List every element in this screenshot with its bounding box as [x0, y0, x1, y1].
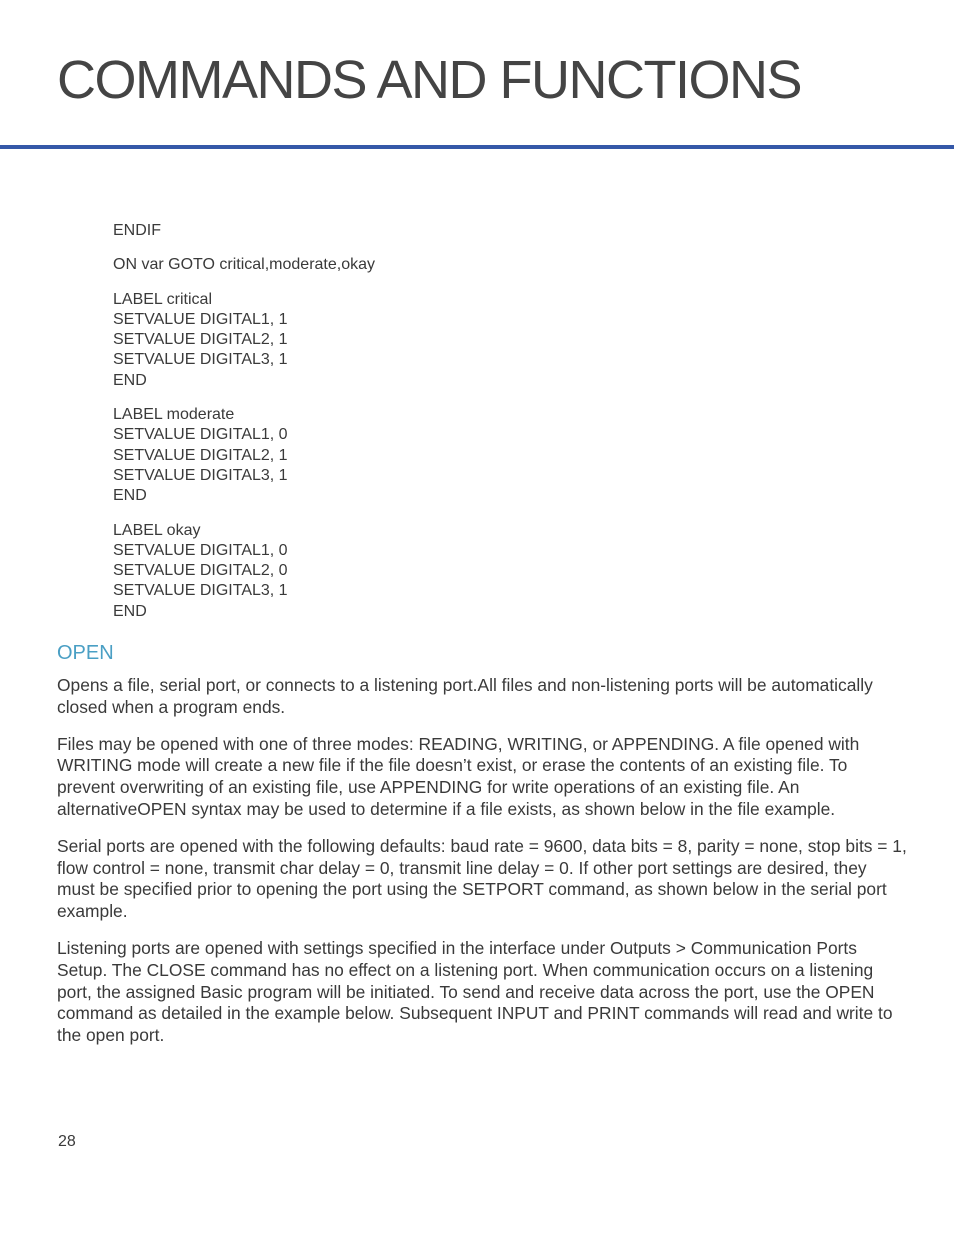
code-line: SETVALUE DIGITAL1, 0: [113, 426, 288, 444]
code-line: END: [113, 487, 147, 505]
code-line: SETVALUE DIGITAL3, 1: [113, 466, 288, 484]
paragraph-file-modes: Files may be opened with one of three modes: READING, WRITING, or APPENDING. A file opened with WRITING mode will create a new file if the file doesn’t exist, or erase the contents of an existing file. To prevent overwriting of an existing file, use APPENDING for write operations of an existing file. An alternativeOPEN syntax may be used to determine if a file exists, as shown below in the file example.: [57, 733, 860, 819]
paragraph-listening-ports: Listening ports are opened with settings specified in the interface under Outputs > Communication Ports Setup. The CLOSE command has no effect on a listening port. When communication occurs on a listening port, the assigned Basic program will be initiated. To send and receive data across the port, use the OPEN command as detailed in the example below. Subsequent INPUT and PRINT commands will read and write to the open port.: [57, 937, 893, 1046]
code-line: ON var GOTO critical,moderate,okay: [113, 256, 375, 274]
code-line: SETVALUE DIGITAL2, 0: [113, 562, 288, 580]
code-line: SETVALUE DIGITAL3, 1: [113, 582, 288, 600]
page-title: COMMANDS AND FUNCTIONS: [57, 50, 802, 110]
code-line: LABEL moderate: [113, 406, 235, 424]
code-line: LABEL critical: [113, 290, 212, 308]
section-heading-open: OPEN: [57, 642, 114, 664]
section-body: [57, 675, 907, 1062]
code-block-label-critical: [113, 290, 713, 391]
code-example: [113, 221, 713, 636]
code-block-label-moderate: [113, 405, 713, 506]
code-block-label-okay: [113, 521, 713, 622]
paragraph-serial-ports: Serial ports are opened with the following defaults: baud rate = 9600, data bits = 8, parity = none, stop bits = 1, flow control = none, transmit char delay = 0, transmit line delay = 0. If other port settings are desired, they must be specified prior to opening the port using the SETPORT command, as shown below in the serial port example.: [57, 835, 907, 922]
code-line: LABEL okay: [113, 521, 201, 539]
code-line: END: [113, 371, 147, 389]
code-block-on-goto: [113, 255, 713, 275]
code-block-endif: [113, 221, 713, 241]
code-line: SETVALUE DIGITAL2, 1: [113, 446, 288, 464]
code-line: SETVALUE DIGITAL2, 1: [113, 331, 288, 349]
paragraph-open-intro: Opens a file, serial port, or connects to a listening port.All files and non-listening ports will be automatically closed when a program ends.: [57, 675, 873, 717]
code-line: ENDIF: [113, 222, 161, 239]
code-line: END: [113, 602, 147, 620]
code-line: SETVALUE DIGITAL3, 1: [113, 351, 288, 369]
page-number: 28: [58, 1133, 76, 1150]
title-divider: [0, 145, 954, 149]
code-line: SETVALUE DIGITAL1, 0: [113, 541, 288, 559]
code-line: SETVALUE DIGITAL1, 1: [113, 310, 288, 328]
